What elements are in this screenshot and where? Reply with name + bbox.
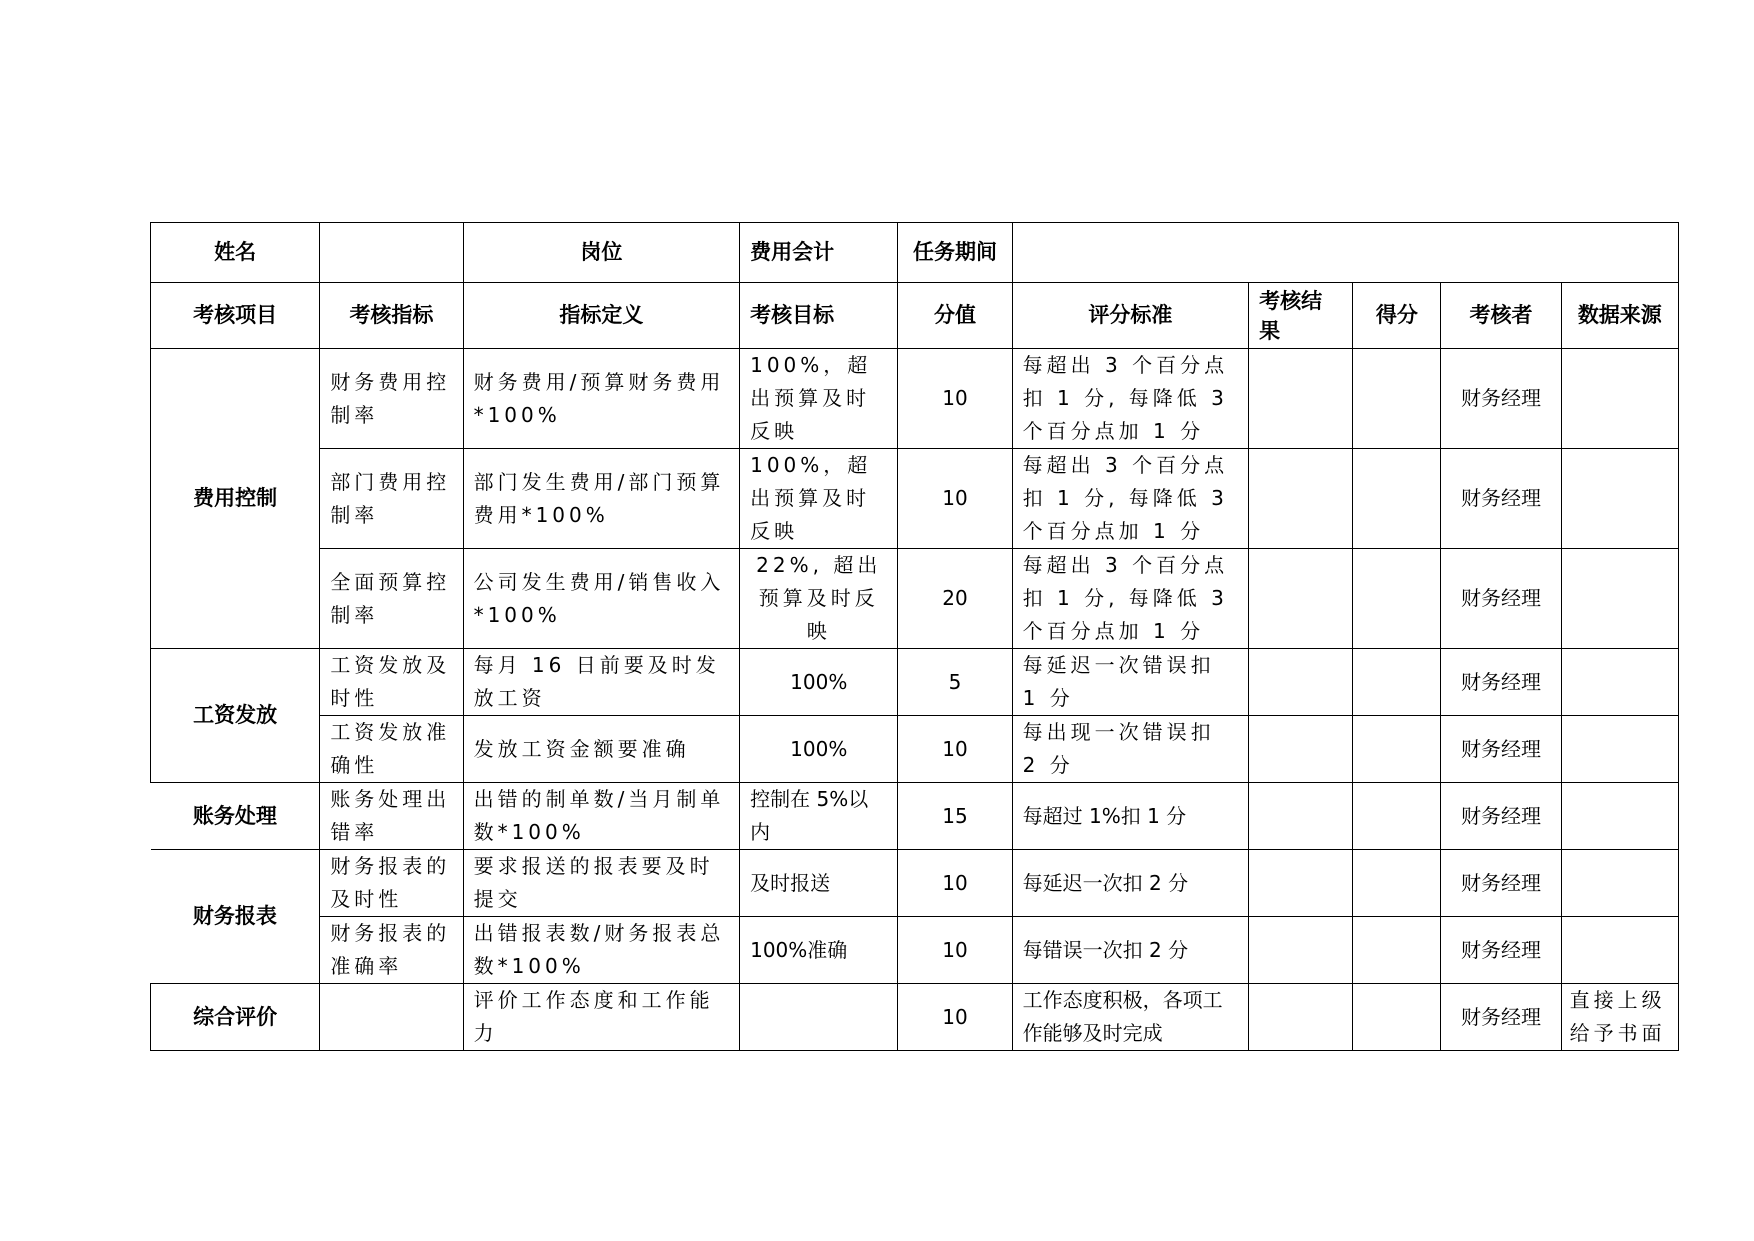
col-header-source: 数据来源	[1561, 283, 1678, 349]
name-value	[320, 223, 463, 283]
points-cell	[1353, 984, 1441, 1051]
score-cell: 10	[898, 716, 1012, 783]
points-cell	[1353, 850, 1441, 917]
definition-cell: 评价工作态度和工作能力	[463, 984, 740, 1051]
indicator-cell	[320, 984, 463, 1051]
col-header-indicator: 考核指标	[320, 283, 463, 349]
position-value: 费用会计	[740, 223, 898, 283]
points-cell	[1353, 449, 1441, 549]
points-cell	[1353, 917, 1441, 984]
col-header-standard: 评分标准	[1012, 283, 1248, 349]
table-row	[151, 549, 1679, 649]
table-row	[151, 917, 1679, 984]
result-cell	[1249, 850, 1353, 917]
target-cell	[740, 984, 898, 1051]
standard-cell: 每超出 3 个百分点扣 1 分, 每降低 3 个百分点加 1 分	[1012, 449, 1248, 549]
target-cell: 100%	[740, 716, 898, 783]
assessor-cell: 财务经理	[1441, 716, 1561, 783]
target-cell: 100%，超出预算及时反映	[740, 349, 898, 449]
column-header-row	[151, 283, 1679, 349]
period-label: 任务期间	[898, 223, 1012, 283]
period-value	[1012, 223, 1678, 283]
result-cell	[1249, 984, 1353, 1051]
target-cell: 22%, 超出预算及时反映	[740, 549, 898, 649]
col-header-points: 得分	[1353, 283, 1441, 349]
standard-cell: 每延迟一次错误扣 1 分	[1012, 649, 1248, 716]
indicator-cell: 工资发放及时性	[320, 649, 463, 716]
indicator-cell: 财务报表的准确率	[320, 917, 463, 984]
standard-cell: 每延迟一次扣 2 分	[1012, 850, 1248, 917]
points-cell	[1353, 716, 1441, 783]
indicator-cell: 财务费用控制率	[320, 349, 463, 449]
score-cell: 5	[898, 649, 1012, 716]
definition-cell: 财务费用/预算财务费用*100%	[463, 349, 740, 449]
source-cell	[1561, 549, 1678, 649]
definition-cell: 部门发生费用/部门预算费用*100%	[463, 449, 740, 549]
source-cell	[1561, 349, 1678, 449]
table-row	[151, 984, 1679, 1051]
indicator-cell: 财务报表的及时性	[320, 850, 463, 917]
score-cell: 20	[898, 549, 1012, 649]
target-cell: 100%，超出预算及时反映	[740, 449, 898, 549]
source-cell	[1561, 649, 1678, 716]
result-cell	[1249, 716, 1353, 783]
standard-cell: 每错误一次扣 2 分	[1012, 917, 1248, 984]
assessor-cell: 财务经理	[1441, 549, 1561, 649]
position-label: 岗位	[463, 223, 740, 283]
table-row	[151, 716, 1679, 783]
source-cell	[1561, 449, 1678, 549]
points-cell	[1353, 549, 1441, 649]
indicator-cell: 全面预算控制率	[320, 549, 463, 649]
table-row	[151, 649, 1679, 716]
definition-cell: 公司发生费用/销售收入*100%	[463, 549, 740, 649]
score-cell: 10	[898, 349, 1012, 449]
assessor-cell: 财务经理	[1441, 783, 1561, 850]
source-cell	[1561, 850, 1678, 917]
target-cell: 100%准确	[740, 917, 898, 984]
table-row	[151, 349, 1679, 449]
result-cell	[1249, 549, 1353, 649]
definition-cell: 要求报送的报表要及时提交	[463, 850, 740, 917]
assessor-cell: 财务经理	[1441, 649, 1561, 716]
table-row	[151, 850, 1679, 917]
table-row	[151, 449, 1679, 549]
result-cell	[1249, 917, 1353, 984]
score-cell: 15	[898, 783, 1012, 850]
result-cell	[1249, 449, 1353, 549]
standard-cell: 每出现一次错误扣 2 分	[1012, 716, 1248, 783]
assessor-cell: 财务经理	[1441, 917, 1561, 984]
result-cell	[1249, 649, 1353, 716]
assessor-cell: 财务经理	[1441, 984, 1561, 1051]
source-cell	[1561, 917, 1678, 984]
target-cell: 100%	[740, 649, 898, 716]
assessor-cell: 财务经理	[1441, 449, 1561, 549]
result-cell	[1249, 783, 1353, 850]
assessor-cell: 财务经理	[1441, 850, 1561, 917]
definition-cell: 发放工资金额要准确	[463, 716, 740, 783]
group-label-expense-control: 费用控制	[151, 349, 320, 649]
col-header-definition: 指标定义	[463, 283, 740, 349]
indicator-cell: 部门费用控制率	[320, 449, 463, 549]
points-cell	[1353, 783, 1441, 850]
target-cell: 及时报送	[740, 850, 898, 917]
col-header-assessor: 考核者	[1441, 283, 1561, 349]
header-info-row	[151, 223, 1679, 283]
source-cell: 直接上级给予书面	[1561, 984, 1678, 1051]
group-label-salary-payment: 工资发放	[151, 649, 320, 783]
col-header-target: 考核目标	[740, 283, 898, 349]
group-label-financial-reports: 财务报表	[151, 850, 320, 984]
score-cell: 10	[898, 984, 1012, 1051]
points-cell	[1353, 649, 1441, 716]
col-header-score: 分值	[898, 283, 1012, 349]
group-label-accounting: 账务处理	[151, 783, 320, 850]
col-header-item: 考核项目	[151, 283, 320, 349]
points-cell	[1353, 349, 1441, 449]
name-label: 姓名	[151, 223, 320, 283]
score-cell: 10	[898, 850, 1012, 917]
table-row	[151, 783, 1679, 850]
assessor-cell: 财务经理	[1441, 349, 1561, 449]
score-cell: 10	[898, 449, 1012, 549]
result-cell	[1249, 349, 1353, 449]
source-cell	[1561, 783, 1678, 850]
kpi-assessment-table	[150, 222, 1679, 1051]
definition-cell: 出错的制单数/当月制单数*100%	[463, 783, 740, 850]
indicator-cell: 账务处理出错率	[320, 783, 463, 850]
target-cell: 控制在 5%以内	[740, 783, 898, 850]
definition-cell: 每月 16 日前要及时发放工资	[463, 649, 740, 716]
indicator-cell: 工资发放准确性	[320, 716, 463, 783]
score-cell: 10	[898, 917, 1012, 984]
group-label-overall-evaluation: 综合评价	[151, 984, 320, 1051]
standard-cell: 每超出 3 个百分点扣 1 分, 每降低 3 个百分点加 1 分	[1012, 349, 1248, 449]
source-cell	[1561, 716, 1678, 783]
definition-cell: 出错报表数/财务报表总数*100%	[463, 917, 740, 984]
standard-cell: 每超过 1%扣 1 分	[1012, 783, 1248, 850]
col-header-result: 考核结果	[1249, 283, 1353, 349]
standard-cell: 工作态度积极，各项工作能够及时完成	[1012, 984, 1248, 1051]
standard-cell: 每超出 3 个百分点扣 1 分, 每降低 3 个百分点加 1 分	[1012, 549, 1248, 649]
